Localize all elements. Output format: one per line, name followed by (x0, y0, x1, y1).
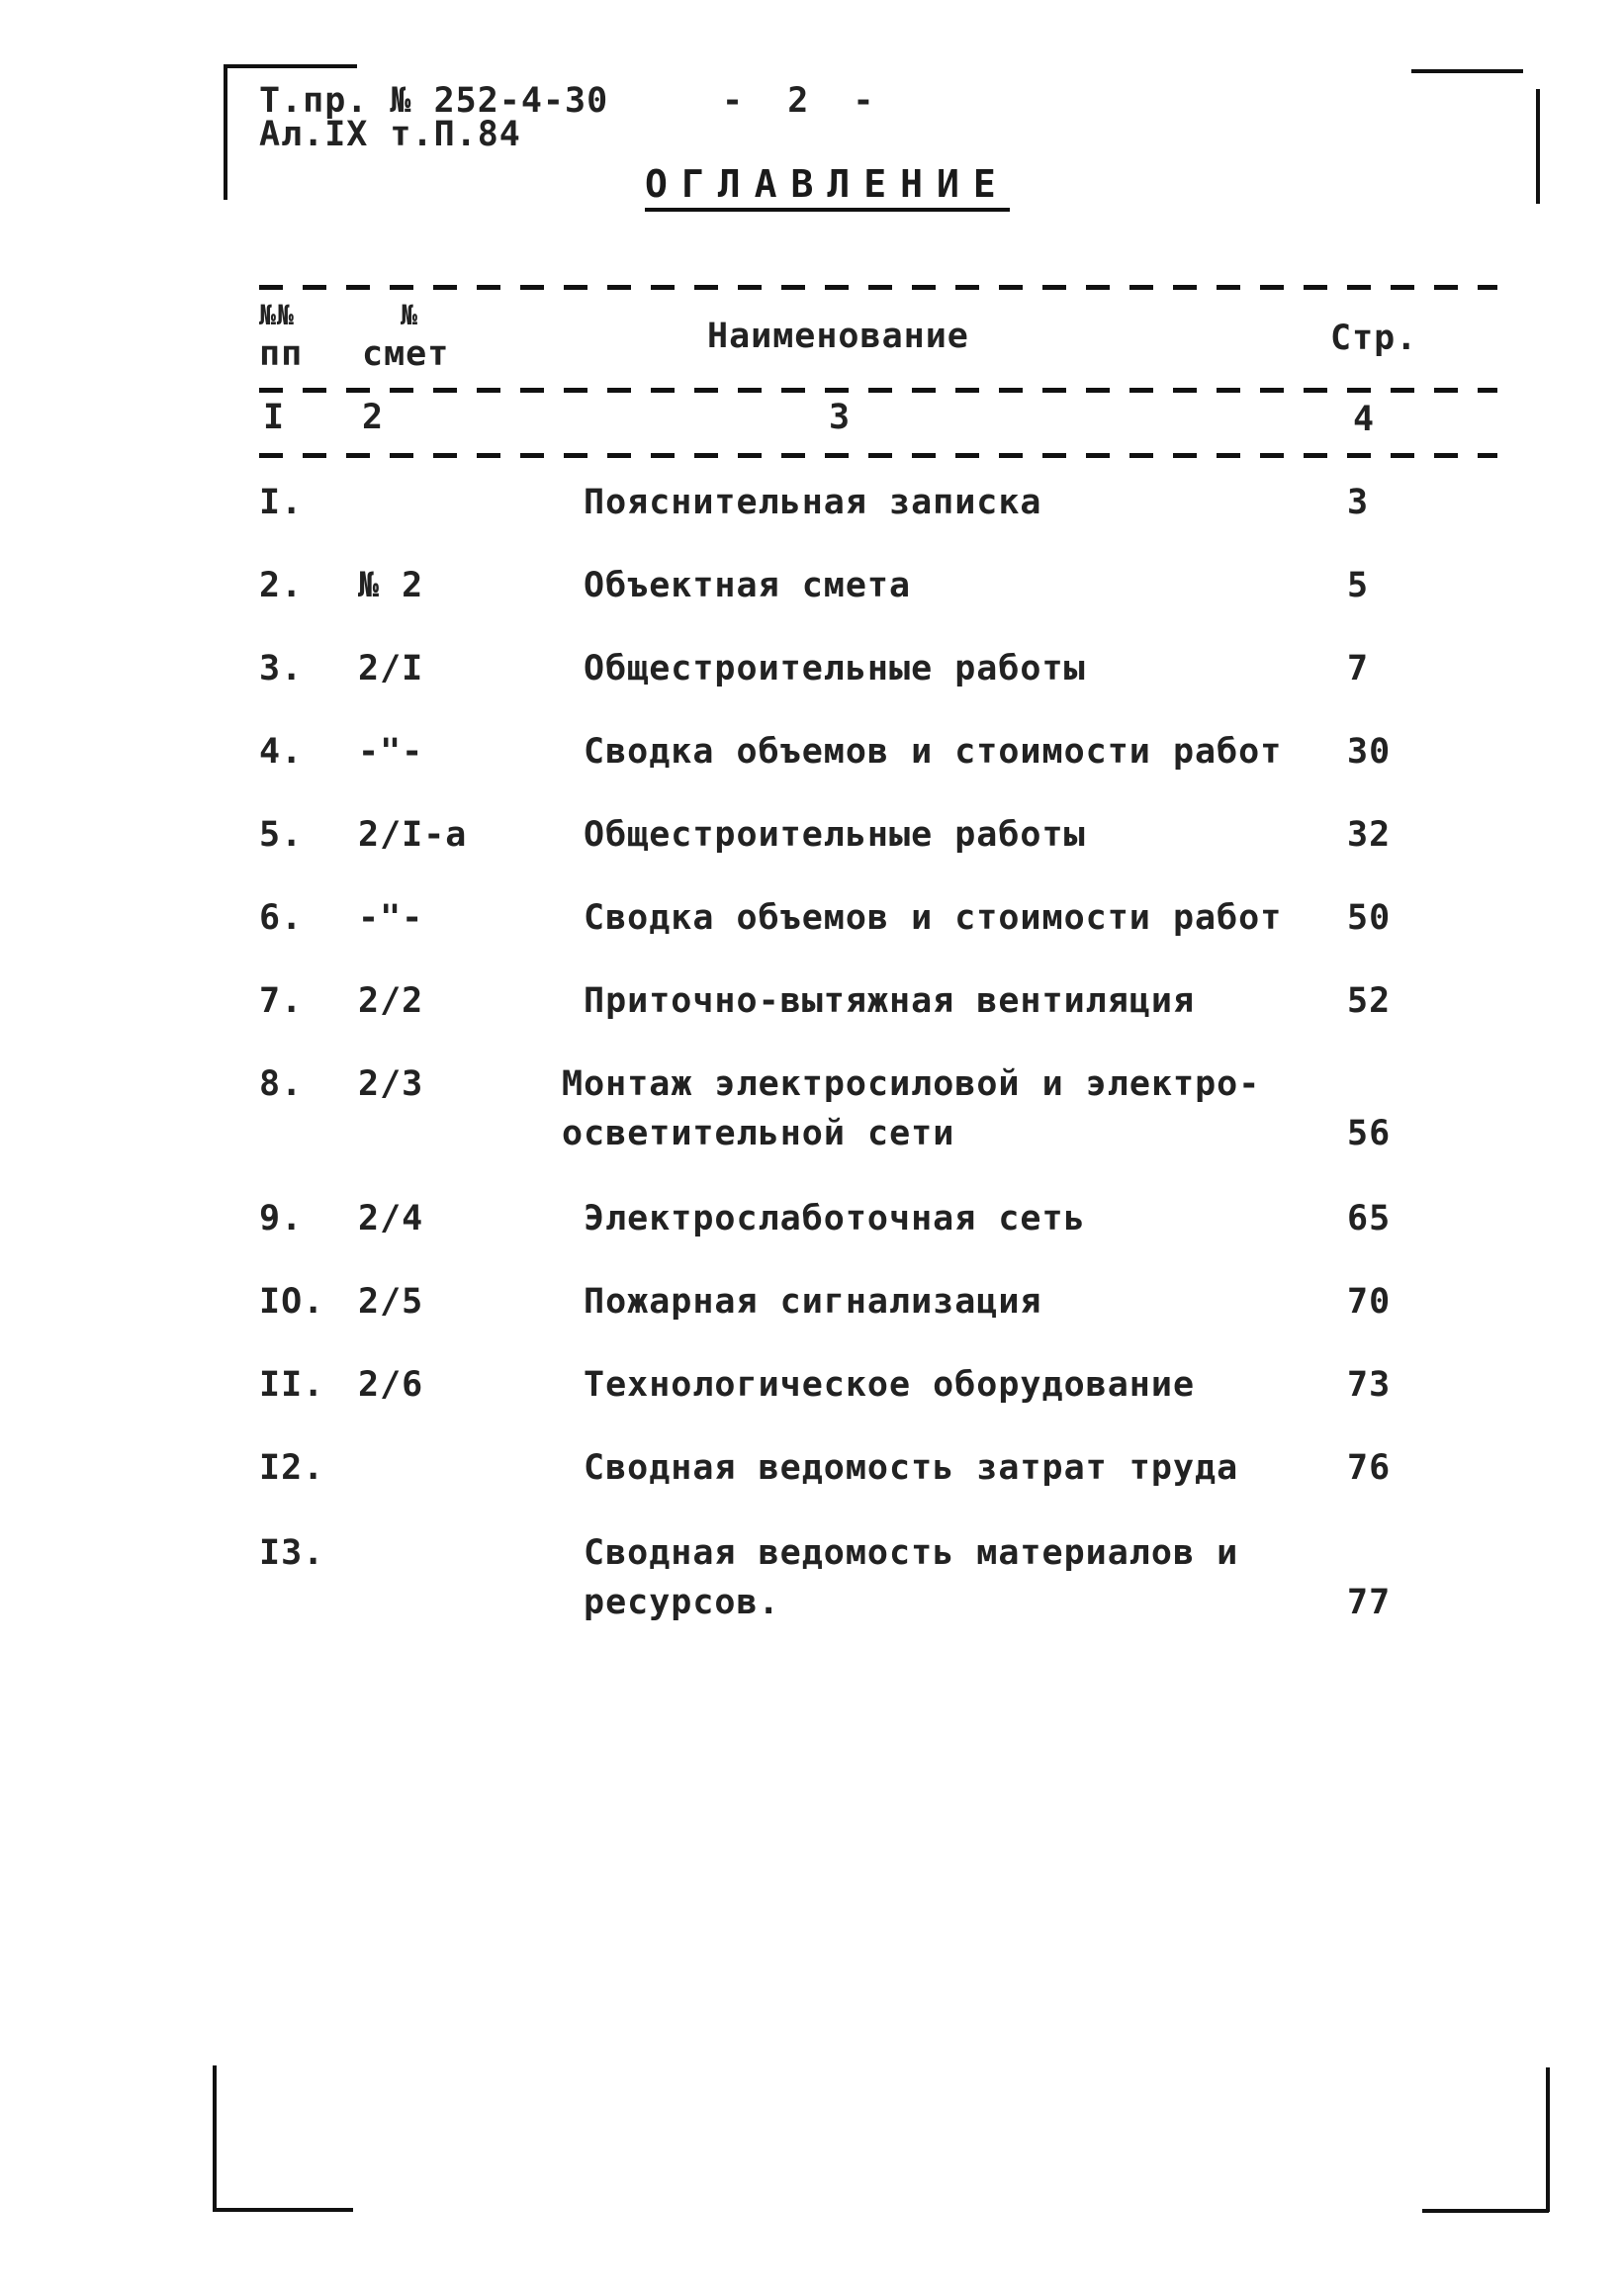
table-columns-rule (259, 453, 1497, 458)
row-page: 52 (1347, 981, 1392, 1021)
row-name: Общестроительные работы (584, 815, 1086, 855)
row-smeta: 2/6 (358, 1365, 424, 1405)
album-reference: Ал.IX т.П.84 (259, 115, 521, 154)
row-smeta: 2/4 (358, 1199, 424, 1238)
row-page: 7 (1347, 649, 1370, 688)
row-name: Пожарная сигнализация (584, 1282, 1042, 1322)
row-number: 5. (259, 815, 304, 855)
row-smeta: № 2 (358, 566, 424, 605)
row-number: 7. (259, 981, 304, 1021)
row-page: 73 (1347, 1365, 1392, 1405)
row-number: II. (259, 1365, 325, 1405)
document-number: Т.пр. № 252-4-30 (259, 81, 609, 121)
corner-mark-bottom-right-v (1546, 2067, 1550, 2212)
corner-mark-bottom-left-v (213, 2065, 217, 2210)
row-page: 70 (1347, 1282, 1392, 1322)
corner-mark-bottom-left-h (213, 2208, 353, 2212)
col-header-num-line1: №№ (259, 299, 295, 331)
row-page: 76 (1347, 1448, 1392, 1488)
table-top-rule (259, 285, 1497, 290)
col-number-3: 3 (829, 398, 852, 437)
row-number: 3. (259, 649, 304, 688)
row-page: 65 (1347, 1199, 1392, 1238)
col-header-smeta-line1: № (401, 299, 418, 331)
col-number-1: I (263, 398, 286, 437)
row-name: Сводная ведомость затрат труда (584, 1448, 1239, 1488)
row-name: Объектная смета (584, 566, 912, 605)
col-header-num-line2: пп (259, 334, 304, 374)
row-smeta: 2/I (358, 649, 424, 688)
row-smeta: 2/I-а (358, 815, 468, 855)
row-page: 56 (1347, 1114, 1392, 1153)
row-page: 77 (1347, 1583, 1392, 1622)
row-name-continued: ресурсов. (584, 1583, 780, 1622)
row-number: 2. (259, 566, 304, 605)
row-page: 50 (1347, 898, 1392, 938)
row-page: 32 (1347, 815, 1392, 855)
col-number-2: 2 (362, 398, 385, 437)
col-header-name: Наименование (707, 317, 969, 356)
row-name: Электрослаботочная сеть (584, 1199, 1086, 1238)
row-page: 3 (1347, 483, 1370, 522)
row-name: Технологическое оборудование (584, 1365, 1196, 1405)
row-smeta: 2/3 (358, 1064, 424, 1104)
col-header-page: Стр. (1330, 319, 1418, 358)
row-name: Сводка объемов и стоимости работ (584, 898, 1283, 938)
row-name: Сводная ведомость материалов и (584, 1533, 1239, 1573)
col-header-smeta-line2: смет (362, 334, 450, 374)
row-smeta: 2/5 (358, 1282, 424, 1322)
row-number: 9. (259, 1199, 304, 1238)
row-name: Сводка объемов и стоимости работ (584, 732, 1283, 772)
row-number: 6. (259, 898, 304, 938)
row-smeta: -"- (358, 898, 424, 938)
row-number: 8. (259, 1064, 304, 1104)
row-name: Приточно-вытяжная вентиляция (584, 981, 1196, 1021)
row-page: 30 (1347, 732, 1392, 772)
row-number: 4. (259, 732, 304, 772)
corner-mark-top-left-h (224, 64, 357, 68)
row-smeta: 2/2 (358, 981, 424, 1021)
table-header-rule (259, 388, 1497, 393)
col-number-4: 4 (1353, 400, 1376, 439)
row-smeta: -"- (358, 732, 424, 772)
row-name-continued: осветительной сети (562, 1114, 955, 1153)
corner-mark-top-right-h (1411, 69, 1523, 73)
corner-mark-top-left-v (224, 64, 227, 200)
row-name: Общестроительные работы (584, 649, 1086, 688)
corner-mark-top-right-v (1536, 89, 1540, 204)
row-number: I. (259, 483, 304, 522)
row-number: I3. (259, 1533, 325, 1573)
row-number: IO. (259, 1282, 325, 1322)
corner-mark-bottom-right-h (1422, 2209, 1549, 2213)
page-number: - 2 - (722, 81, 875, 121)
row-name: Пояснительная записка (584, 483, 1042, 522)
row-page: 5 (1347, 566, 1370, 605)
row-name: Монтаж электросиловой и электро- (562, 1064, 1261, 1104)
page-title: ОГЛАВЛЕНИЕ (645, 162, 1010, 212)
row-number: I2. (259, 1448, 325, 1488)
